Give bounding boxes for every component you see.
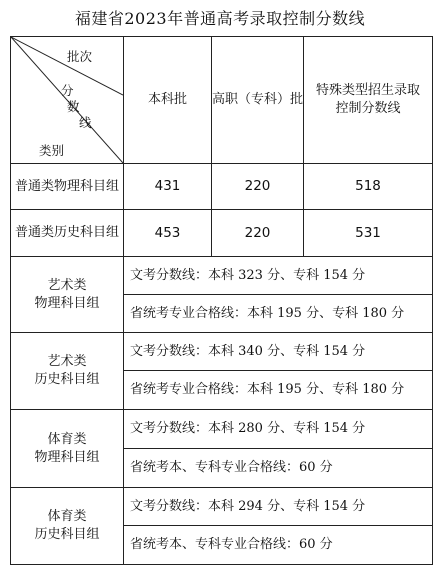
table-row	[11, 333, 433, 371]
group-line-culture: 文考分数线：本科 340 分、专科 154 分	[124, 333, 433, 371]
header-special: 特殊类型招生录取控制分数线	[304, 37, 433, 164]
group-line-professional: 省统考专业合格线：本科 195 分、专科 180 分	[124, 371, 433, 410]
corner-label-score-3: 线	[79, 115, 92, 130]
group-line-professional: 省统考本、专科专业合格线：60 分	[124, 449, 433, 488]
history-undergrad: 453	[124, 210, 212, 257]
table-row	[11, 164, 433, 210]
group-line-professional: 省统考本、专科专业合格线：60 分	[124, 526, 433, 565]
physics-special: 518	[304, 164, 433, 210]
group-line-culture: 文考分数线：本科 280 分、专科 154 分	[124, 410, 433, 449]
score-table	[10, 36, 433, 565]
table-row	[11, 488, 433, 526]
history-special: 531	[304, 210, 433, 257]
page-title: 福建省2023年普通高考录取控制分数线	[74, 9, 366, 28]
history-vocational: 220	[212, 210, 304, 257]
group-label: 体育类 物理科目组	[11, 410, 124, 488]
group-label: 体育类 历史科目组	[11, 488, 124, 565]
corner-label-batch: 批次	[67, 49, 93, 64]
corner-cell	[11, 37, 124, 164]
corner-label-score-2: 数	[67, 99, 80, 114]
corner-label-score-1: 分	[61, 83, 74, 98]
header-vocational: 高职（专科）批	[212, 37, 304, 164]
row-label-physics: 普通类物理科目组	[11, 164, 124, 210]
group-line-culture: 文考分数线：本科 294 分、专科 154 分	[124, 488, 433, 526]
header-row	[11, 37, 433, 164]
physics-undergrad: 431	[124, 164, 212, 210]
group-label: 艺术类 物理科目组	[11, 257, 124, 333]
corner-label-category: 类别	[39, 143, 65, 158]
group-line-professional: 省统考专业合格线：本科 195 分、专科 180 分	[124, 295, 433, 333]
group-line-culture: 文考分数线：本科 323 分、专科 154 分	[124, 257, 433, 295]
table-row	[11, 210, 433, 257]
row-label-history: 普通类历史科目组	[11, 210, 124, 257]
table-row	[11, 257, 433, 295]
physics-vocational: 220	[212, 164, 304, 210]
group-label: 艺术类 历史科目组	[11, 333, 124, 410]
header-undergrad: 本科批	[124, 37, 212, 164]
table-row	[11, 410, 433, 449]
